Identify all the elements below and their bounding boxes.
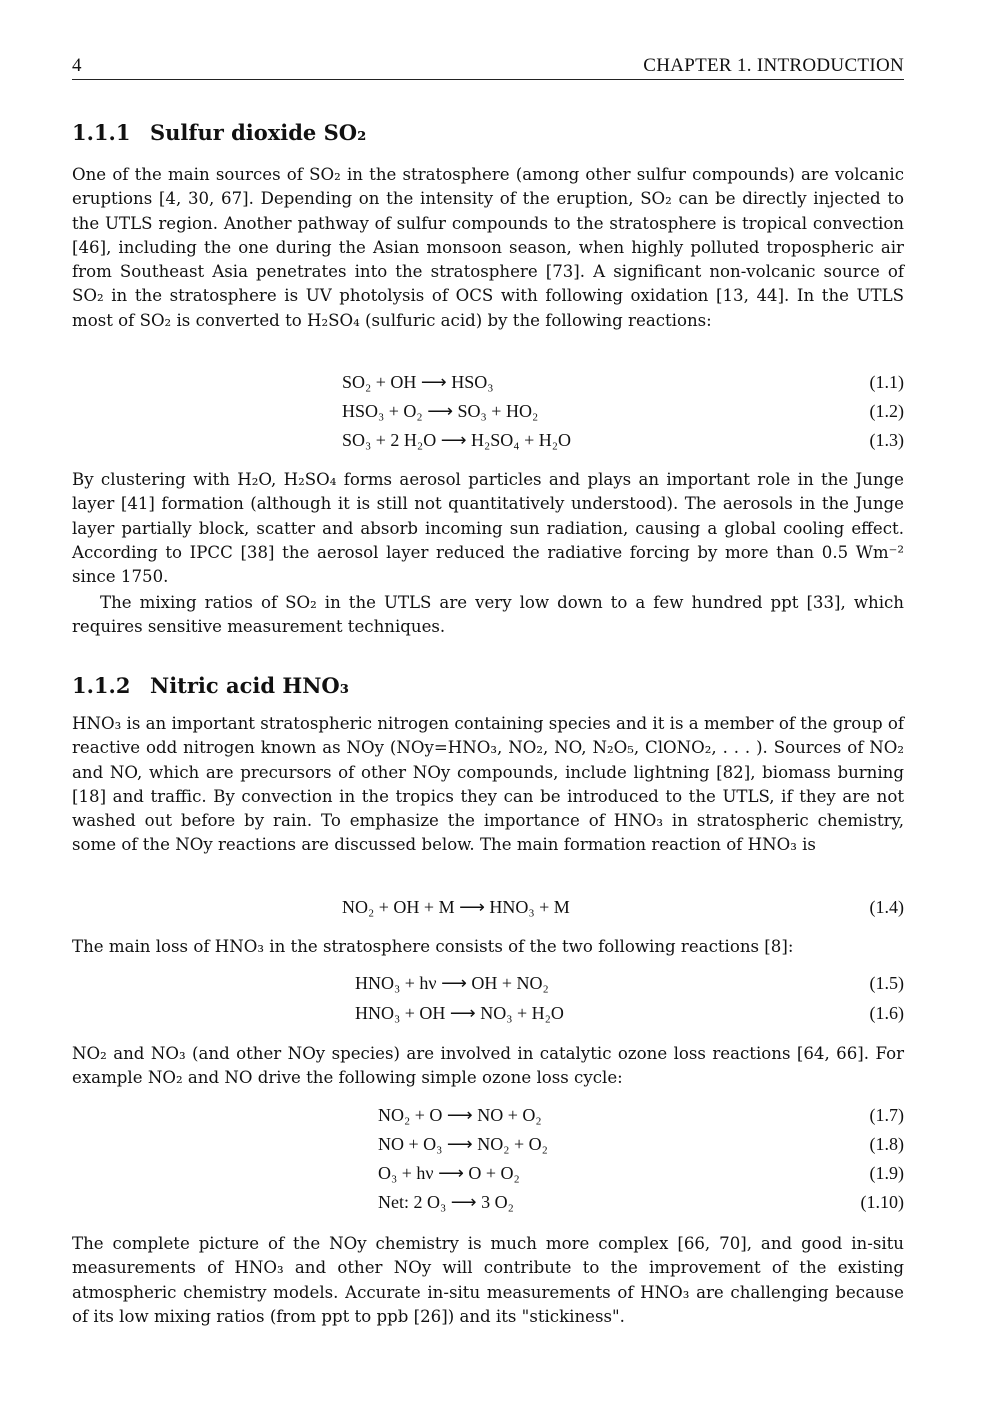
equation-number: (1.6) bbox=[869, 1003, 904, 1023]
equation-expression: O₃ + hν ⟶ O + O₂ bbox=[378, 1163, 520, 1183]
paragraph: One of the main sources of SO₂ in the stratosphere (among other sulfur compounds) are volcanic eruptions [4, 30, 67]. Depending on the intensity of the eruption, SO₂ can be directly injected to the UTLS region. Another pathway of sulfur compounds to the stratosphere is tropical convection [46], including the one during the Asian monsoon season, when highly polluted tropospheric air from Southeast Asia penetrates into the stratosphere [73]. A significant non-volcanic source of SO₂ in the stratosphere is UV photolysis of OCS with following oxidation [13, 44]. In the UTLS most of SO₂ is converted to H₂SO₄ (sulfuric acid) by the following reactions: bbox=[72, 165, 904, 330]
paragraph: HNO₃ is an important stratospheric nitrogen containing species and it is a member of the group of reactive odd nitrogen known as NOy (NOy=HNO₃, NO₂, NO, N₂O₅, ClONO₂, . . . ). Sources of NO₂ and NO, which are precursors of other NOy compounds, include lightning [82], biomass burning [18] and traffic. By convection in the tropics they can be introduced to the UTLS, if they are not washed out before by rain. To emphasize the importance of HNO₃ in stratospheric chemistry, some of the NOy reactions are discussed below. The main formation reaction of HNO₃ is bbox=[72, 714, 904, 855]
equation-number: (1.4) bbox=[869, 897, 904, 917]
paragraph: The mixing ratios of SO₂ in the UTLS are very low down to a few hundred ppt [33], which requires sensitive measurement techniques. bbox=[72, 593, 904, 637]
paragraph: NO₂ and NO₃ (and other NOy species) are involved in catalytic ozone loss reactions [64, 66]. For example NO₂ and NO drive the following simple ozone loss cycle: bbox=[72, 1044, 904, 1088]
page-number: 4 bbox=[72, 55, 82, 76]
equation-1-6 bbox=[72, 1003, 904, 1029]
equation-number: (1.3) bbox=[869, 430, 904, 450]
section-number: 1.1.2 bbox=[72, 673, 131, 698]
section-number: 1.1.1 bbox=[72, 120, 131, 145]
equation-expression: NO + O₃ ⟶ NO₂ + O₂ bbox=[378, 1134, 548, 1154]
section-heading-nitric-acid bbox=[72, 673, 349, 698]
equation-1-3 bbox=[72, 430, 904, 456]
equation-expression: Net: 2 O₃ ⟶ 3 O₂ bbox=[378, 1192, 514, 1212]
equation-number: (1.1) bbox=[869, 372, 904, 392]
equation-expression: HSO₃ + O₂ ⟶ SO₃ + HO₂ bbox=[342, 401, 539, 421]
equation-number: (1.9) bbox=[869, 1163, 904, 1183]
equation-1-4 bbox=[72, 897, 904, 923]
equation-1-9 bbox=[72, 1163, 904, 1189]
equation-1-1 bbox=[72, 372, 904, 398]
equation-expression: HNO₃ + hν ⟶ OH + NO₂ bbox=[355, 973, 549, 993]
paragraph: By clustering with H₂O, H₂SO₄ forms aerosol particles and plays an important role in the Junge layer [41] formation (although it is still not quantitatively understood). The aerosols in the Junge layer partially block, scatter and absorb incoming sun radiation, causing a global cooling effect. According to IPCC [38] the aerosol layer reduced the radiative forcing by more than 0.5 Wm⁻² since 1750. bbox=[72, 470, 904, 587]
chapter-title: CHAPTER 1. INTRODUCTION bbox=[643, 55, 904, 76]
section-title-text: Sulfur dioxide SO₂ bbox=[150, 120, 367, 145]
equation-number: (1.7) bbox=[869, 1105, 904, 1125]
equation-expression: HNO₃ + OH ⟶ NO₃ + H₂O bbox=[355, 1003, 564, 1023]
equation-1-5 bbox=[72, 973, 904, 999]
running-header bbox=[72, 55, 904, 80]
equation-number: (1.10) bbox=[860, 1192, 904, 1212]
equation-1-8 bbox=[72, 1134, 904, 1160]
equation-1-10 bbox=[72, 1192, 904, 1218]
paragraph: The complete picture of the NOy chemistry is much more complex [66, 70], and good in-situ measurements of HNO₃ and other NOy will contribute to the improvement of the existing atmospheric chemistry models. Accurate in-situ measurements of HNO₃ are challenging because of its low mixing ratios (from ppt to ppb [26]) and its "stickiness". bbox=[72, 1234, 904, 1326]
equation-expression: NO₂ + O ⟶ NO + O₂ bbox=[378, 1105, 542, 1125]
equation-expression: SO₂ + OH ⟶ HSO₃ bbox=[342, 372, 494, 392]
section-heading-sulfur-dioxide bbox=[72, 120, 366, 145]
equation-1-2 bbox=[72, 401, 904, 427]
equation-expression: NO₂ + OH + M ⟶ HNO₃ + M bbox=[342, 897, 570, 917]
paragraph: The main loss of HNO₃ in the stratosphere consists of the two following reactions [8]: bbox=[72, 937, 794, 956]
equation-number: (1.2) bbox=[869, 401, 904, 421]
equation-number: (1.8) bbox=[869, 1134, 904, 1154]
equation-expression: SO₃ + 2 H₂O ⟶ H₂SO₄ + H₂O bbox=[342, 430, 571, 450]
section-title-text: Nitric acid HNO₃ bbox=[150, 673, 349, 698]
equation-number: (1.5) bbox=[869, 973, 904, 993]
equation-1-7 bbox=[72, 1105, 904, 1131]
